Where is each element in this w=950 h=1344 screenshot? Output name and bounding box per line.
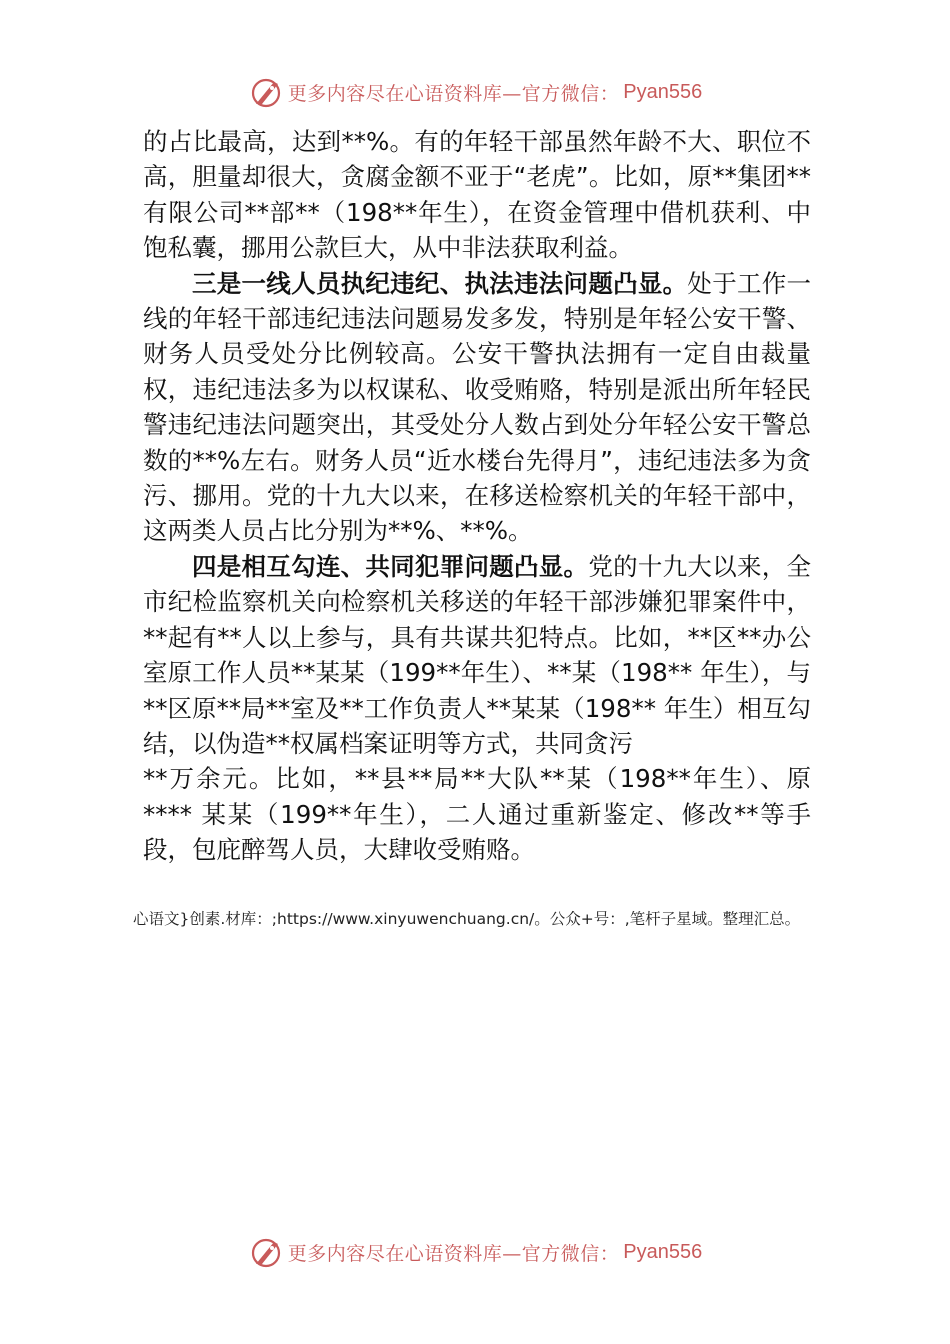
pen-nib-circle-icon [248, 1234, 284, 1270]
paragraph-1: 的占比最高，达到**%。有的年轻干部虽然年龄不大、职位不高，胆量却很大，贪腐金额不亚于“老虎”。比如，原**集团**有限公司**部**（198**年生），在资金管理中借机获利、中饱私囊，挪用公款巨大，从中非法获取利益。 [143, 127, 811, 263]
paragraph-4: **万余元。比如，**县**局**大队**某（198**年生）、原**** 某某（199**年生），二人通过重新鉴定、修改**等手段，包庇醉驾人员，大肆收受贿赂。 [143, 764, 811, 865]
paragraph-3-heading: 四是相互勾连、共同犯罪问题凸显。 [192, 551, 589, 581]
source-note: 心语文}创素.材库：;https://www.xinyuwenchuang.cn/。公众+号：,笔杆子星域。整理汇总。 [133, 910, 801, 928]
footer-banner [0, 1230, 950, 1274]
banner-handle: Pyan556 [623, 1240, 703, 1263]
banner-text: 更多内容尽在心语资料库—官方微信： [287, 1242, 620, 1265]
paragraph-2-heading: 三是一线人员执纪违纪、执法违法问题凸显。 [192, 268, 688, 298]
pen-nib-circle-icon [248, 74, 284, 110]
banner-handle: Pyan556 [623, 80, 703, 103]
header-banner [0, 70, 950, 114]
document-body [143, 124, 811, 868]
paragraph-2-text: 处于工作一线的年轻干部违纪违法问题易发多发，特别是年轻公安干警、财务人员受处分比例较高。公安干警执法拥有一定自由裁量权，违纪违法多为以权谋私、收受贿赂，特别是派出所年轻民警违纪违法问题突出，其受处分人数占到处分年轻公安干警总数的**%左右。财务人员“近水楼台先得月”，违纪违法多为贪污、挪用。党的十九大以来，在移送检察机关的年轻干部中，这两类人员占比分别为**%、**%。 [143, 268, 812, 546]
paragraph-3 [143, 549, 811, 761]
banner-text: 更多内容尽在心语资料库—官方微信： [287, 82, 620, 105]
paragraph-2 [143, 266, 811, 549]
paragraph-3-text: 党的十九大以来，全市纪检监察机关向检察机关移送的年轻干部涉嫌犯罪案件中，**起有**人以上参与，具有共谋共犯特点。比如，**区**办公室原工作人员**某某（199**年生）、**某（198** 年生），与**区原**局**室及**工作负责人**某某（198** 年生）相互勾结，以伪造**权属档案证明等方式，共同贪污 [143, 551, 812, 758]
